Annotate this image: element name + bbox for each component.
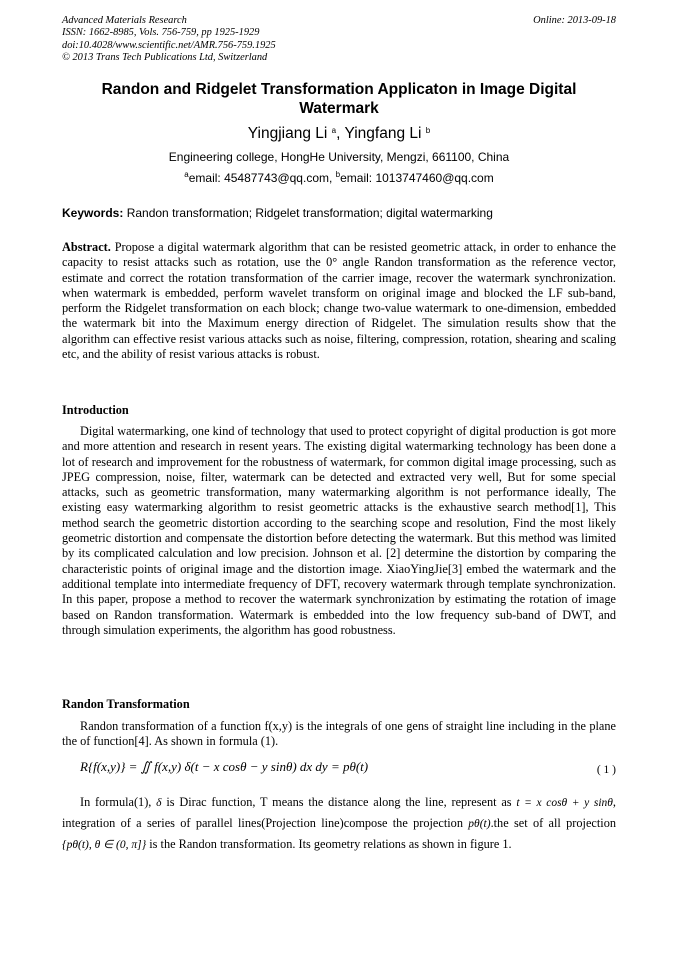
introduction-paragraph: Digital watermarking, one kind of technology that used to protect copyright of digital production is got more and more attention and research in resent years. The existing digital watermarking technology has been done a lot of research and improvement for the robustness of watermark, for common digital image processing, such as JPEG compression, noise, filter, watermark can be detected and extracted very well, But for some special attacks, such as geometric transformation, many watermarking algorithm is not performance ideally, The existing easy watermarking algorithm to resist geometric attacks is the exhaustive search method[1], This method search the geometric distortion according to the searching scope and resolution, Find the most likely geometric distortion and compensate the distortion before detecting the watermark. But this method was limited by its complicated calculation and low precision. Johnson et al. [2] determine the distortion by comparing the characteristic points of original image and the distortion image. XiaoYingJie[3] embed the watermark and the additional template into intermediate frequency of DFT, recovery watermark through template synchronization. In this paper, propose a method to recover the watermark synchronization by estimating the rotation of image based on Randon transformation. Watermark is embedded into the low frequency sub-band of DWT, and through simulation experiments, the algorithm has good robustness. <box>62 424 616 637</box>
email-line <box>62 171 616 186</box>
t-expression: t = x cosθ + y sinθ <box>516 797 613 809</box>
journal-header <box>62 15 616 65</box>
copyright-line: © 2013 Trans Tech Publications Ltd, Switzerland <box>62 52 268 64</box>
online-date: Online: 2013-09-18 <box>533 15 616 26</box>
randon-paragraph: Randon transformation of a function f(x,y) is the integrals of one gens of straight line including in the plane the of function[4]. As shown in formula (1). <box>62 719 616 749</box>
abstract <box>62 240 616 362</box>
journal-name: Advanced Materials Research <box>62 15 187 26</box>
explanation-text-5: is the Randon transformation. Its geometry relations as shown in figure 1. <box>146 837 512 851</box>
email-b: email: 1013747460@qq.com <box>340 171 494 185</box>
affiliation: Engineering college, HongHe University, Mengzi, 661100, China <box>168 150 510 164</box>
randon-heading: Randon Transformation <box>62 697 190 711</box>
explanation-text-2: is Dirac function, T means the distance along the line, represent as <box>161 795 517 809</box>
issn-line: ISSN: 1662-8985, Vols. 756-759, pp 1925-1929 <box>62 27 260 39</box>
abstract-label: Abstract. <box>62 240 111 254</box>
explanation-text-3: , integration of a series of parallel lines(Projection line)compose the projection <box>62 795 616 830</box>
author-2-marker: b <box>425 126 431 135</box>
author-2: Yingfang Li <box>344 125 422 142</box>
author-1: Yingjiang Li <box>247 125 328 142</box>
author-line <box>62 125 616 143</box>
projection-expression: pθ(t) <box>468 818 491 830</box>
keywords-text: Randon transformation; Ridgelet transformation; digital watermarking <box>123 206 493 220</box>
abstract-text: Propose a digital watermark algorithm that can be resisted geometric attack, in order to enhance the capacity to resist attacks such as rotation, use the 0° angle Randon transformation as the reference vector, estimate and correct the rotation transformation of the carrier image, recover the watermark synchronization. when watermark is embedded, perform wavelet transform on original image and blocked the LF sub-band, perform the Ridgelet transformation on each block; change two-value watermark to one-dimension, embedded the watermark bit into the Maximum energy direction of Ridgelet. The simulation results show that the algorithm can effective resist various attacks such as noise, filtering, compression, rotation, shearing and scaling etc, and the ability of resist various attacks is robust. <box>62 240 616 362</box>
delta-symbol: δ <box>156 797 162 809</box>
author-separator: , <box>336 125 345 142</box>
formula-1 <box>80 759 616 783</box>
equation-number: ( 1 ) <box>596 764 616 776</box>
formula-expression: R{f(x,y)} = ∬ f(x,y) δ(t − x cosθ − y sinθ) dx dy = pθ(t) <box>80 759 369 774</box>
projection-set-expression: {pθ(t), θ ∈ (0, π]} <box>62 839 147 851</box>
introduction-heading: Introduction <box>62 403 129 417</box>
explanation-text-1: In formula(1), <box>80 795 157 809</box>
email-a: email: 45487743@qq.com, <box>188 171 336 185</box>
doi-line: doi:10.4028/www.scientific.net/AMR.756-759.1925 <box>62 39 276 51</box>
keywords <box>62 206 616 221</box>
keywords-label: Keywords: <box>62 206 124 220</box>
email-b-marker: b <box>335 170 341 179</box>
email-a-marker: a <box>184 170 189 179</box>
author-1-marker: a <box>331 126 337 135</box>
explanation-text-4: .the set of all projection <box>490 816 616 830</box>
formula-explanation <box>62 792 616 855</box>
paper-title: Randon and Ridgelet Transformation Applicaton in Image Digital Watermark <box>101 81 577 117</box>
